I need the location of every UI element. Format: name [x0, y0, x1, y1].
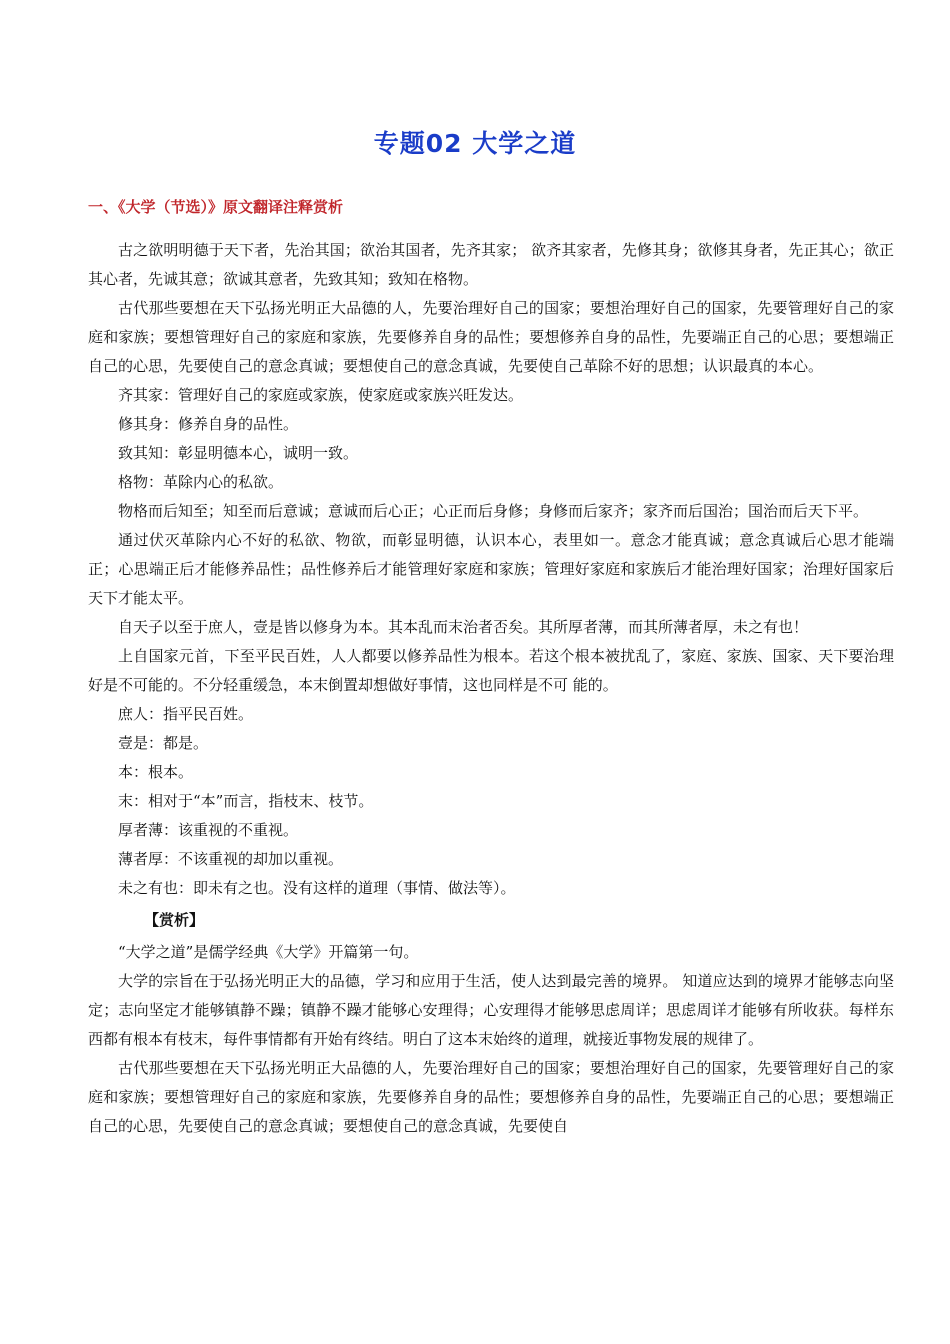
- paragraph: 通过伏灭革除内心不好的私欲、物欲，而彰显明德，认识本心，表里如一。意念才能真诚；意念真诚后心思才能端正；心思端正后才能修养品性；品性修养后才能管理好家庭和家族；管理好家庭和家族后才能治理好国家；治理好国家后天下才能太平。: [88, 531, 894, 607]
- document-body: [88, 236, 894, 1141]
- paragraph: 本：根本。: [118, 763, 194, 781]
- paragraph: 古之欲明明德于天下者，先治其国；欲治其国者，先齐其家； 欲齐其家者，先修其身；欲修其身者，先正其心；欲正其心者，先诚其意；欲诚其意者，先致其知；致知在格物。: [88, 241, 894, 288]
- paragraph: 大学的宗旨在于弘扬光明正大的品德，学习和应用于生活，使人达到最完善的境界。 知道应达到的境界才能够志向坚定；志向坚定才能够镇静不躁；镇静不躁才能够心安理得；心安理得才能够思虑周详；思虑周详才能够有所收获。每样东西都有根本有枝末，每件事情都有开始有终结。明白了这本末始终的道理，就接近事物发展的规律了。: [88, 972, 894, 1048]
- paragraph: 物格而后知至；知至而后意诚；意诚而后心正；心正而后身修；身修而后家齐；家齐而后国治；国治而后天下平。: [118, 502, 869, 520]
- paragraph: 自天子以至于庶人，壹是皆以修身为本。其本乱而末治者否矣。其所厚者薄，而其所薄者厚，未之有也！: [118, 618, 809, 636]
- paragraph: 上自国家元首，下至平民百姓，人人都要以修养品性为根本。若这个根本被扰乱了，家庭、家族、国家、天下要治理好是不可能的。不分轻重缓急，本末倒置却想做好事情，这也同样是不可 能的。: [88, 647, 894, 694]
- paragraph: 古代那些要想在天下弘扬光明正大品德的人，先要治理好自己的国家；要想治理好自己的国家，先要管理好自己的家庭和家族；要想管理好自己的家庭和家族，先要修养自身的品性；要想修养自身的品性，先要端正自己的心思；要想端正自己的心思，先要使自己的意念真诚；要想使自己的意念真诚，先要使自己革除不好的思想；认识最真的本心。: [88, 299, 894, 375]
- paragraph: 古代那些要想在天下弘扬光明正大品德的人，先要治理好自己的国家；要想治理好自己的国家，先要管理好自己的家庭和家族；要想管理好自己的家庭和家族，先要修养自身的品性；要想修养自身的品性，先要端正自己的心思；要想端正自己的心思，先要使自己的意念真诚；要想使自己的意念真诚，先要使自: [88, 1059, 894, 1135]
- main-text: [88, 236, 894, 903]
- paragraph: 壹是：都是。: [118, 734, 209, 752]
- section-heading: 一、《大学（节选）》原文翻译注释赏析: [88, 198, 344, 216]
- appreciation-heading: 【赏析】: [144, 911, 205, 929]
- paragraph: 齐其家：管理好自己的家庭或家族，使家庭或家族兴旺发达。: [118, 386, 524, 404]
- paragraph: 庶人：指平民百姓。: [118, 705, 254, 723]
- paragraph: 致其知：彰显明德本心，诚明一致。: [118, 444, 359, 462]
- paragraph: 末：相对于“本”而言，指枝末、枝节。: [118, 792, 374, 810]
- paragraph: 修其身：修养自身的品性。: [118, 415, 299, 433]
- paragraph: 薄者厚：不该重视的却加以重视。: [118, 850, 344, 868]
- paragraph: 格物：革除内心的私欲。: [118, 473, 284, 491]
- appreciation-text: [88, 938, 894, 1141]
- paragraph: 厚者薄：该重视的不重视。: [118, 821, 299, 839]
- document-title: 专题02 大学之道: [373, 129, 577, 158]
- paragraph: 未之有也：即未有之也。没有这样的道理（事情、做法等）。: [118, 879, 516, 897]
- paragraph: “大学之道”是儒学经典《大学》开篇第一句。: [118, 943, 419, 961]
